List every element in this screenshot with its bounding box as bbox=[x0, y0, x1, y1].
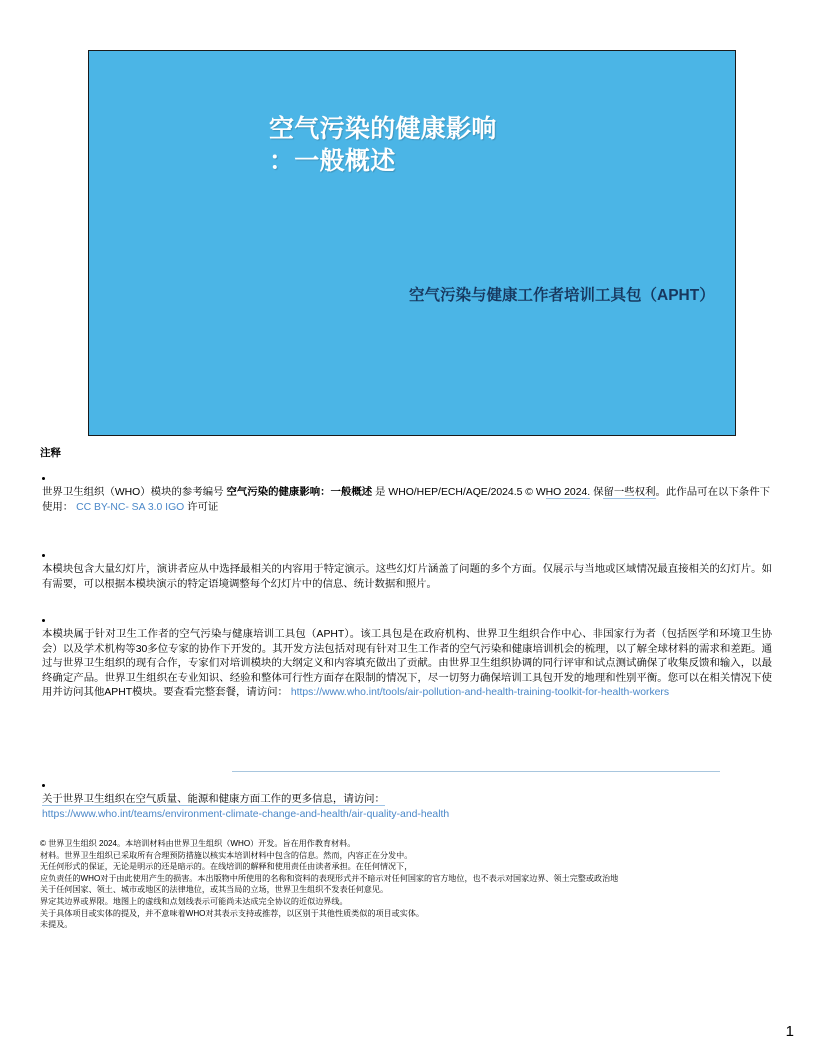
legal-line: © 世界卫生组织 2024。本培训材料由世界卫生组织（WHO）开发。旨在用作教育材料。 bbox=[40, 839, 356, 848]
slide-title-line-2: ：一般概述 bbox=[269, 147, 396, 175]
legal-disclaimer bbox=[40, 838, 816, 931]
note-bullet-3-text bbox=[42, 628, 772, 701]
legal-line: 材料。世界卫生组织已采取所有合理预防措施以核实本培训材料中包含的信息。然而，内容正在分发中。 bbox=[40, 850, 413, 860]
who-air-quality-link[interactable]: https://www.who.int/teams/environment-climate-change-and-health/air-quality-and-health bbox=[42, 808, 450, 820]
notes-heading: 注释 bbox=[40, 447, 61, 459]
toolkit-description-text: 本模块属于针对卫生工作者的空气污染与健康培训工具包（APHT）。该工具包是在政府机构、世界卫生组织合作中心、非国家行为者（包括医学和环境卫生协会）以及学术机构等30多位专家的协作下开发的。其开发方法包括对现有针对卫生工作者的空气污染和健康培训机会的梳理，以了解全球材料的需求和差距。通过与世界卫生组织的现有合作，专家们对培训模块的大纲定义和内容填充做出了贡献。由世界卫生组织协调的同行评审和试点测试确保了收集反馈和输入，以最终确定产品。世界卫生组织在专业知识、经验和整体可行性方面存在限制的情况下，尽一切努力确保培训工具包开发的地理和性别平衡。您可以在相关情况下使用并访问其他APHT模块。要查看完整套餐，请访问： bbox=[42, 629, 772, 698]
note-bullet-2-text: 本模块包含大量幻灯片，演讲者应从中选择最相关的内容用于特定演示。这些幻灯片涵盖了问题的多个方面。仅展示与当地或区域情况最直接相关的幻灯片。如有需要，可以根据本模块演示的特定语境调整每个幻灯片中的信息、统计数据和照片。 bbox=[42, 564, 772, 590]
legal-line: 界定其边界或界限。地图上的虚线和点划线表示可能尚未达成完全协议的近似边界线。 bbox=[40, 896, 348, 906]
bullet-dot-icon bbox=[42, 784, 45, 787]
page-number: 1 bbox=[785, 1023, 794, 1040]
apht-toolkit-link[interactable]: https://www.who.int/tools/air-pollution-and-health-training-toolkit-for-health-workers bbox=[290, 687, 670, 698]
legal-line: 关于具体项目或实体的提及，并不意味着WHO对其表示支持或推荐，以区别于其他性质类似的项目或实体。 bbox=[40, 908, 425, 918]
cc-license-link[interactable]: CC BY-NC- SA 3.0 IGO bbox=[76, 501, 185, 513]
legal-line: 无任何形式的保证，无论是明示的还是暗示的。在线培训的解释和使用责任由读者承担。在任何情况下， bbox=[40, 862, 413, 872]
slide-title bbox=[269, 113, 724, 177]
section-divider bbox=[232, 771, 720, 772]
legal-line: 应负责任的WHO对于由此使用产生的损害。本出版物中所使用的名称和资料的表现形式并不暗示对任何国家的官方地位，也不表示对国家边界、领土完整或政治地 bbox=[40, 873, 619, 883]
ref-seg-prefix: 世界卫生组织（WHO）模块的参考编号 bbox=[42, 487, 227, 498]
ref-seg-who-year: HO 2024. bbox=[545, 487, 591, 498]
ref-seg-module-title: 空气污染的健康影响：一般概述 bbox=[226, 487, 373, 498]
legal-line: 未提及。 bbox=[40, 920, 73, 930]
ref-seg-usage: 。此作品可在以下条件下使用： bbox=[42, 487, 771, 513]
bullet-dot-icon bbox=[42, 477, 45, 480]
ref-seg-rights-a: 保 bbox=[593, 487, 604, 498]
title-slide bbox=[88, 50, 736, 436]
more-info-text: 关于世界卫生组织在空气质量、能源和健康方面工作的更多信息，请访问： bbox=[42, 794, 385, 805]
slide-subtitle: 空气污染与健康工作者培训工具包（APHT） bbox=[409, 287, 715, 304]
ref-seg-rights-b: 留一些权利 bbox=[603, 487, 656, 498]
ref-seg-code: 是 WHO/HEP/ECH/AQE/2024.5 © W bbox=[372, 487, 546, 498]
ref-seg-license-suffix: 许可证 bbox=[184, 501, 219, 513]
bullet-dot-icon bbox=[42, 554, 45, 557]
note-bullet-4-text bbox=[42, 793, 449, 822]
bullet-dot-icon bbox=[42, 619, 45, 622]
legal-line: 关于任何国家、领土、城市或地区的法律地位，或其当局的立场，世界卫生组织不发表任何意见。 bbox=[40, 885, 389, 895]
slide-title-line-1: 空气污染的健康影响 bbox=[269, 115, 497, 143]
note-bullet-1-text bbox=[42, 486, 770, 515]
